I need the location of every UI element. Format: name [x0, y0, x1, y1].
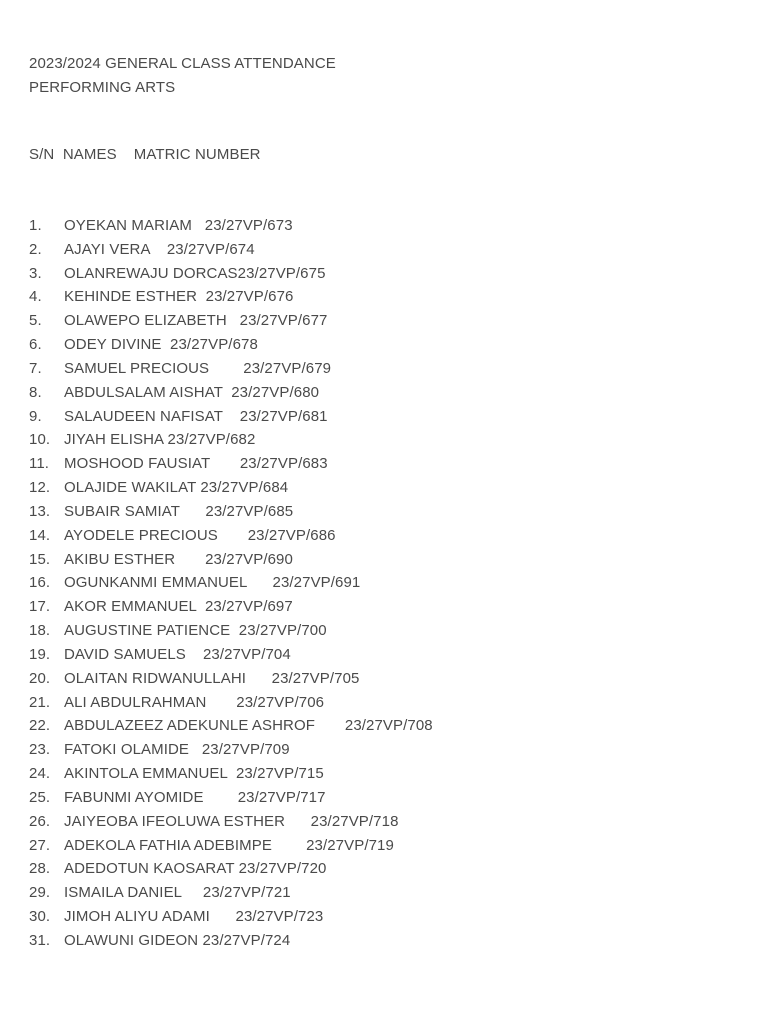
row-number: 26. [29, 812, 51, 830]
list-item [29, 881, 433, 905]
title-line-1: 2023/2024 GENERAL CLASS ATTENDANCE [29, 55, 336, 72]
list-item [29, 786, 433, 810]
list-item [29, 548, 433, 572]
student-entry: AKINTOLA EMMANUEL 23/27VP/715 [64, 765, 324, 783]
student-entry: SAMUEL PRECIOUS 23/27VP/679 [64, 359, 332, 377]
list-item [29, 810, 433, 834]
list-item [29, 285, 433, 309]
student-entry: ADEKOLA FATHIA ADEBIMPE 23/27VP/719 [64, 836, 394, 854]
document-title [29, 52, 336, 100]
list-item [29, 524, 433, 548]
row-number: 19. [29, 645, 51, 663]
row-number: 4. [29, 288, 42, 306]
list-item [29, 595, 433, 619]
row-number: 7. [29, 359, 42, 377]
row-number: 28. [29, 860, 51, 878]
student-entry: SUBAIR SAMIAT 23/27VP/685 [64, 502, 294, 520]
row-number: 12. [29, 479, 51, 497]
row-number: 27. [29, 836, 51, 854]
student-entry: AJAYI VERA 23/27VP/674 [64, 240, 255, 258]
list-item [29, 428, 433, 452]
list-item [29, 405, 433, 429]
row-number: 24. [29, 765, 51, 783]
row-number: 25. [29, 788, 51, 806]
list-item [29, 905, 433, 929]
row-number: 14. [29, 526, 51, 544]
student-entry: FATOKI OLAMIDE 23/27VP/709 [64, 741, 290, 759]
list-item [29, 714, 433, 738]
list-item [29, 452, 433, 476]
student-entry: MOSHOOD FAUSIAT 23/27VP/683 [64, 455, 328, 473]
student-entry: AYODELE PRECIOUS 23/27VP/686 [64, 526, 336, 544]
student-entry: OLAWEPO ELIZABETH 23/27VP/677 [64, 312, 328, 330]
list-item [29, 929, 433, 953]
list-item [29, 333, 433, 357]
list-item [29, 262, 433, 286]
list-item [29, 500, 433, 524]
list-item [29, 357, 433, 381]
row-number: 10. [29, 431, 51, 449]
row-number: 31. [29, 931, 51, 949]
row-number: 3. [29, 264, 42, 282]
student-entry: OLAWUNI GIDEON 23/27VP/724 [64, 931, 291, 949]
student-entry: OLAJIDE WAKILAT 23/27VP/684 [64, 479, 289, 497]
list-item [29, 476, 433, 500]
list-item [29, 309, 433, 333]
student-entry: OGUNKANMI EMMANUEL 23/27VP/691 [64, 574, 361, 592]
list-item [29, 762, 433, 786]
row-number: 15. [29, 550, 51, 568]
title-line-2: PERFORMING ARTS [29, 79, 176, 96]
list-item [29, 738, 433, 762]
row-number: 22. [29, 717, 51, 735]
row-number: 5. [29, 312, 42, 330]
row-number: 11. [29, 455, 50, 473]
student-entry: AKOR EMMANUEL 23/27VP/697 [64, 598, 293, 616]
row-number: 8. [29, 383, 42, 401]
student-entry: ADEDOTUN KAOSARAT 23/27VP/720 [64, 860, 327, 878]
row-number: 20. [29, 669, 51, 687]
student-entry: ISMAILA DANIEL 23/27VP/721 [64, 884, 291, 902]
list-item [29, 381, 433, 405]
student-entry: JAIYEOBA IFEOLUWA ESTHER 23/27VP/718 [64, 812, 399, 830]
student-entry: JIYAH ELISHA 23/27VP/682 [64, 431, 256, 449]
row-number: 2. [29, 240, 42, 258]
student-entry: KEHINDE ESTHER 23/27VP/676 [64, 288, 294, 306]
student-entry: OYEKAN MARIAM 23/27VP/673 [64, 217, 293, 234]
student-entry: ODEY DIVINE 23/27VP/678 [64, 336, 258, 354]
student-entry: JIMOH ALIYU ADAMI 23/27VP/723 [64, 908, 324, 926]
student-entry: OLANREWAJU DORCAS23/27VP/675 [64, 264, 326, 282]
column-header: S/N NAMES MATRIC NUMBER [29, 146, 261, 163]
row-number: 29. [29, 884, 51, 902]
list-item [29, 643, 433, 667]
row-number: 21. [29, 693, 51, 711]
list-item [29, 857, 433, 881]
list-item [29, 691, 433, 715]
list-item [29, 667, 433, 691]
row-number: 9. [29, 407, 42, 425]
student-entry: ABDULAZEEZ ADEKUNLE ASHROF 23/27VP/708 [64, 717, 433, 735]
row-number: 6. [29, 336, 42, 354]
row-number: 16. [29, 574, 51, 592]
student-entry: SALAUDEEN NAFISAT 23/27VP/681 [64, 407, 328, 425]
student-entry: OLAITAN RIDWANULLAHI 23/27VP/705 [64, 669, 360, 687]
student-entry: DAVID SAMUELS 23/27VP/704 [64, 645, 291, 663]
row-number: 23. [29, 741, 51, 759]
student-entry: ABDULSALAM AISHAT 23/27VP/680 [64, 383, 320, 401]
row-number: 30. [29, 908, 51, 926]
student-entry: FABUNMI AYOMIDE 23/27VP/717 [64, 788, 326, 806]
student-entry: AKIBU ESTHER 23/27VP/690 [64, 550, 293, 568]
row-number: 18. [29, 622, 51, 640]
student-entry: ALI ABDULRAHMAN 23/27VP/706 [64, 693, 325, 711]
list-item [29, 619, 433, 643]
list-item [29, 571, 433, 595]
list-item [29, 238, 433, 262]
list-item [29, 214, 433, 238]
row-number: 17. [29, 598, 51, 616]
list-item [29, 834, 433, 858]
row-number: 1. [29, 217, 42, 234]
row-number: 13. [29, 502, 51, 520]
attendance-list [29, 214, 433, 953]
student-entry: AUGUSTINE PATIENCE 23/27VP/700 [64, 622, 327, 640]
